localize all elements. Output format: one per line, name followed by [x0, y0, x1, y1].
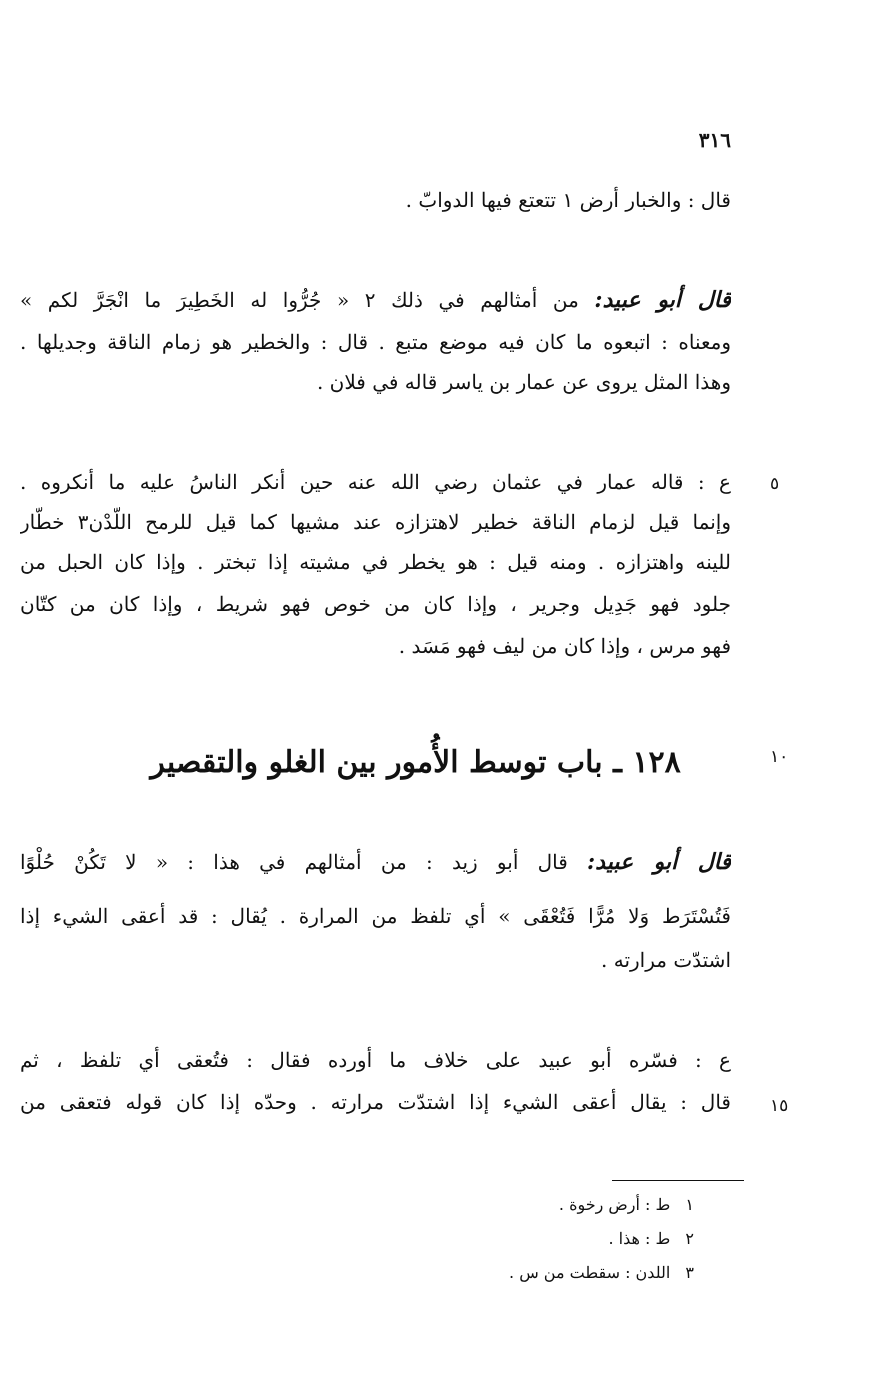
- footnote-number: ١: [685, 1195, 694, 1214]
- paragraph-line: قال : والخبار أرض ١ تتعتع فيها الدوابّ .: [405, 188, 731, 212]
- margin-line-number: ٥: [770, 474, 780, 494]
- footnote-text: اللدن : سقطت من س .: [509, 1263, 671, 1282]
- paragraph-line: [20, 842, 731, 882]
- speaker-label: قال أبو عبيد:: [587, 849, 731, 875]
- paragraph-line: قال : يقال أعقى الشيء إذا اشتدّت مرارته . وحدّه إذا كان قوله فتعقى من: [20, 1090, 731, 1114]
- page-number: ٣١٦: [698, 128, 731, 152]
- paragraph-line: ع : قاله عمار في عثمان رضي الله عنه حين أنكر الناسُ عليه ما أنكروه .: [20, 470, 731, 494]
- paragraph-line: [20, 280, 731, 320]
- paragraph-line: ع : فسّره أبو عبيد على خلاف ما أورده فقال : فتُعقى أي تلفظ ، ثم: [20, 1048, 731, 1072]
- paragraph-line: فهو مرس ، وإذا كان من ليف فهو مَسَد .: [398, 634, 731, 658]
- margin-line-number: ١٠: [770, 747, 789, 767]
- margin-line-number: ١٥: [770, 1096, 789, 1116]
- paragraph-line: ومعناه : اتبعوه ما كان فيه موضع متبع . قال : والخطير هو زمام الناقة وجديلها .: [20, 330, 731, 354]
- footnote-number: ٣: [685, 1263, 694, 1282]
- section-heading: ١٢٨ ـ باب توسط الأُمور بين الغلو والتقصير: [150, 745, 681, 780]
- footnote-number: ٢: [685, 1229, 694, 1248]
- paragraph-line: للينه واهتزازه . ومنه قيل : هو يخطر في مشيته إذا تبختر . وإذا كان الحبل من: [20, 550, 731, 574]
- paragraph-line: فَتُسْتَرَط وَلا مُرًّا فَتُعْقَى » أي تلفظ من المرارة . يُقال : قد أعقى الشيء إذا: [20, 904, 731, 928]
- paragraph-text: من أمثالهم في ذلك ٢ « جُرُّوا له الخَطِيرَ ما انْجَرَّ لكم »: [20, 288, 579, 312]
- paragraph-line: اشتدّت مرارته .: [601, 948, 731, 972]
- paragraph-line: وهذا المثل يروى عن عمار بن ياسر قاله في فلان .: [316, 370, 731, 394]
- paragraph-line: جلود فهو جَدِيل وجرير ، وإذا كان من خوص فهو شريط ، وإذا كان من كتّان: [20, 592, 731, 616]
- footnote: [509, 1258, 694, 1288]
- speaker-label: قال أبو عبيد:: [594, 287, 731, 313]
- footnote: [609, 1224, 695, 1254]
- paragraph-line: وإنما قيل لزمام الناقة خطير لاهتزازه عند مشيها كما قيل للرمح اللّدْن٣ خطّار: [20, 510, 731, 534]
- footnote-divider: [612, 1180, 744, 1181]
- footnote: [559, 1190, 694, 1220]
- footnote-text: ط : هذا .: [608, 1229, 671, 1248]
- footnote-text: ط : أرض رخوة .: [558, 1195, 671, 1214]
- paragraph-text: قال أبو زيد : من أمثالهم في هذا : « لا تَكُنْ حُلْوًا: [20, 850, 568, 874]
